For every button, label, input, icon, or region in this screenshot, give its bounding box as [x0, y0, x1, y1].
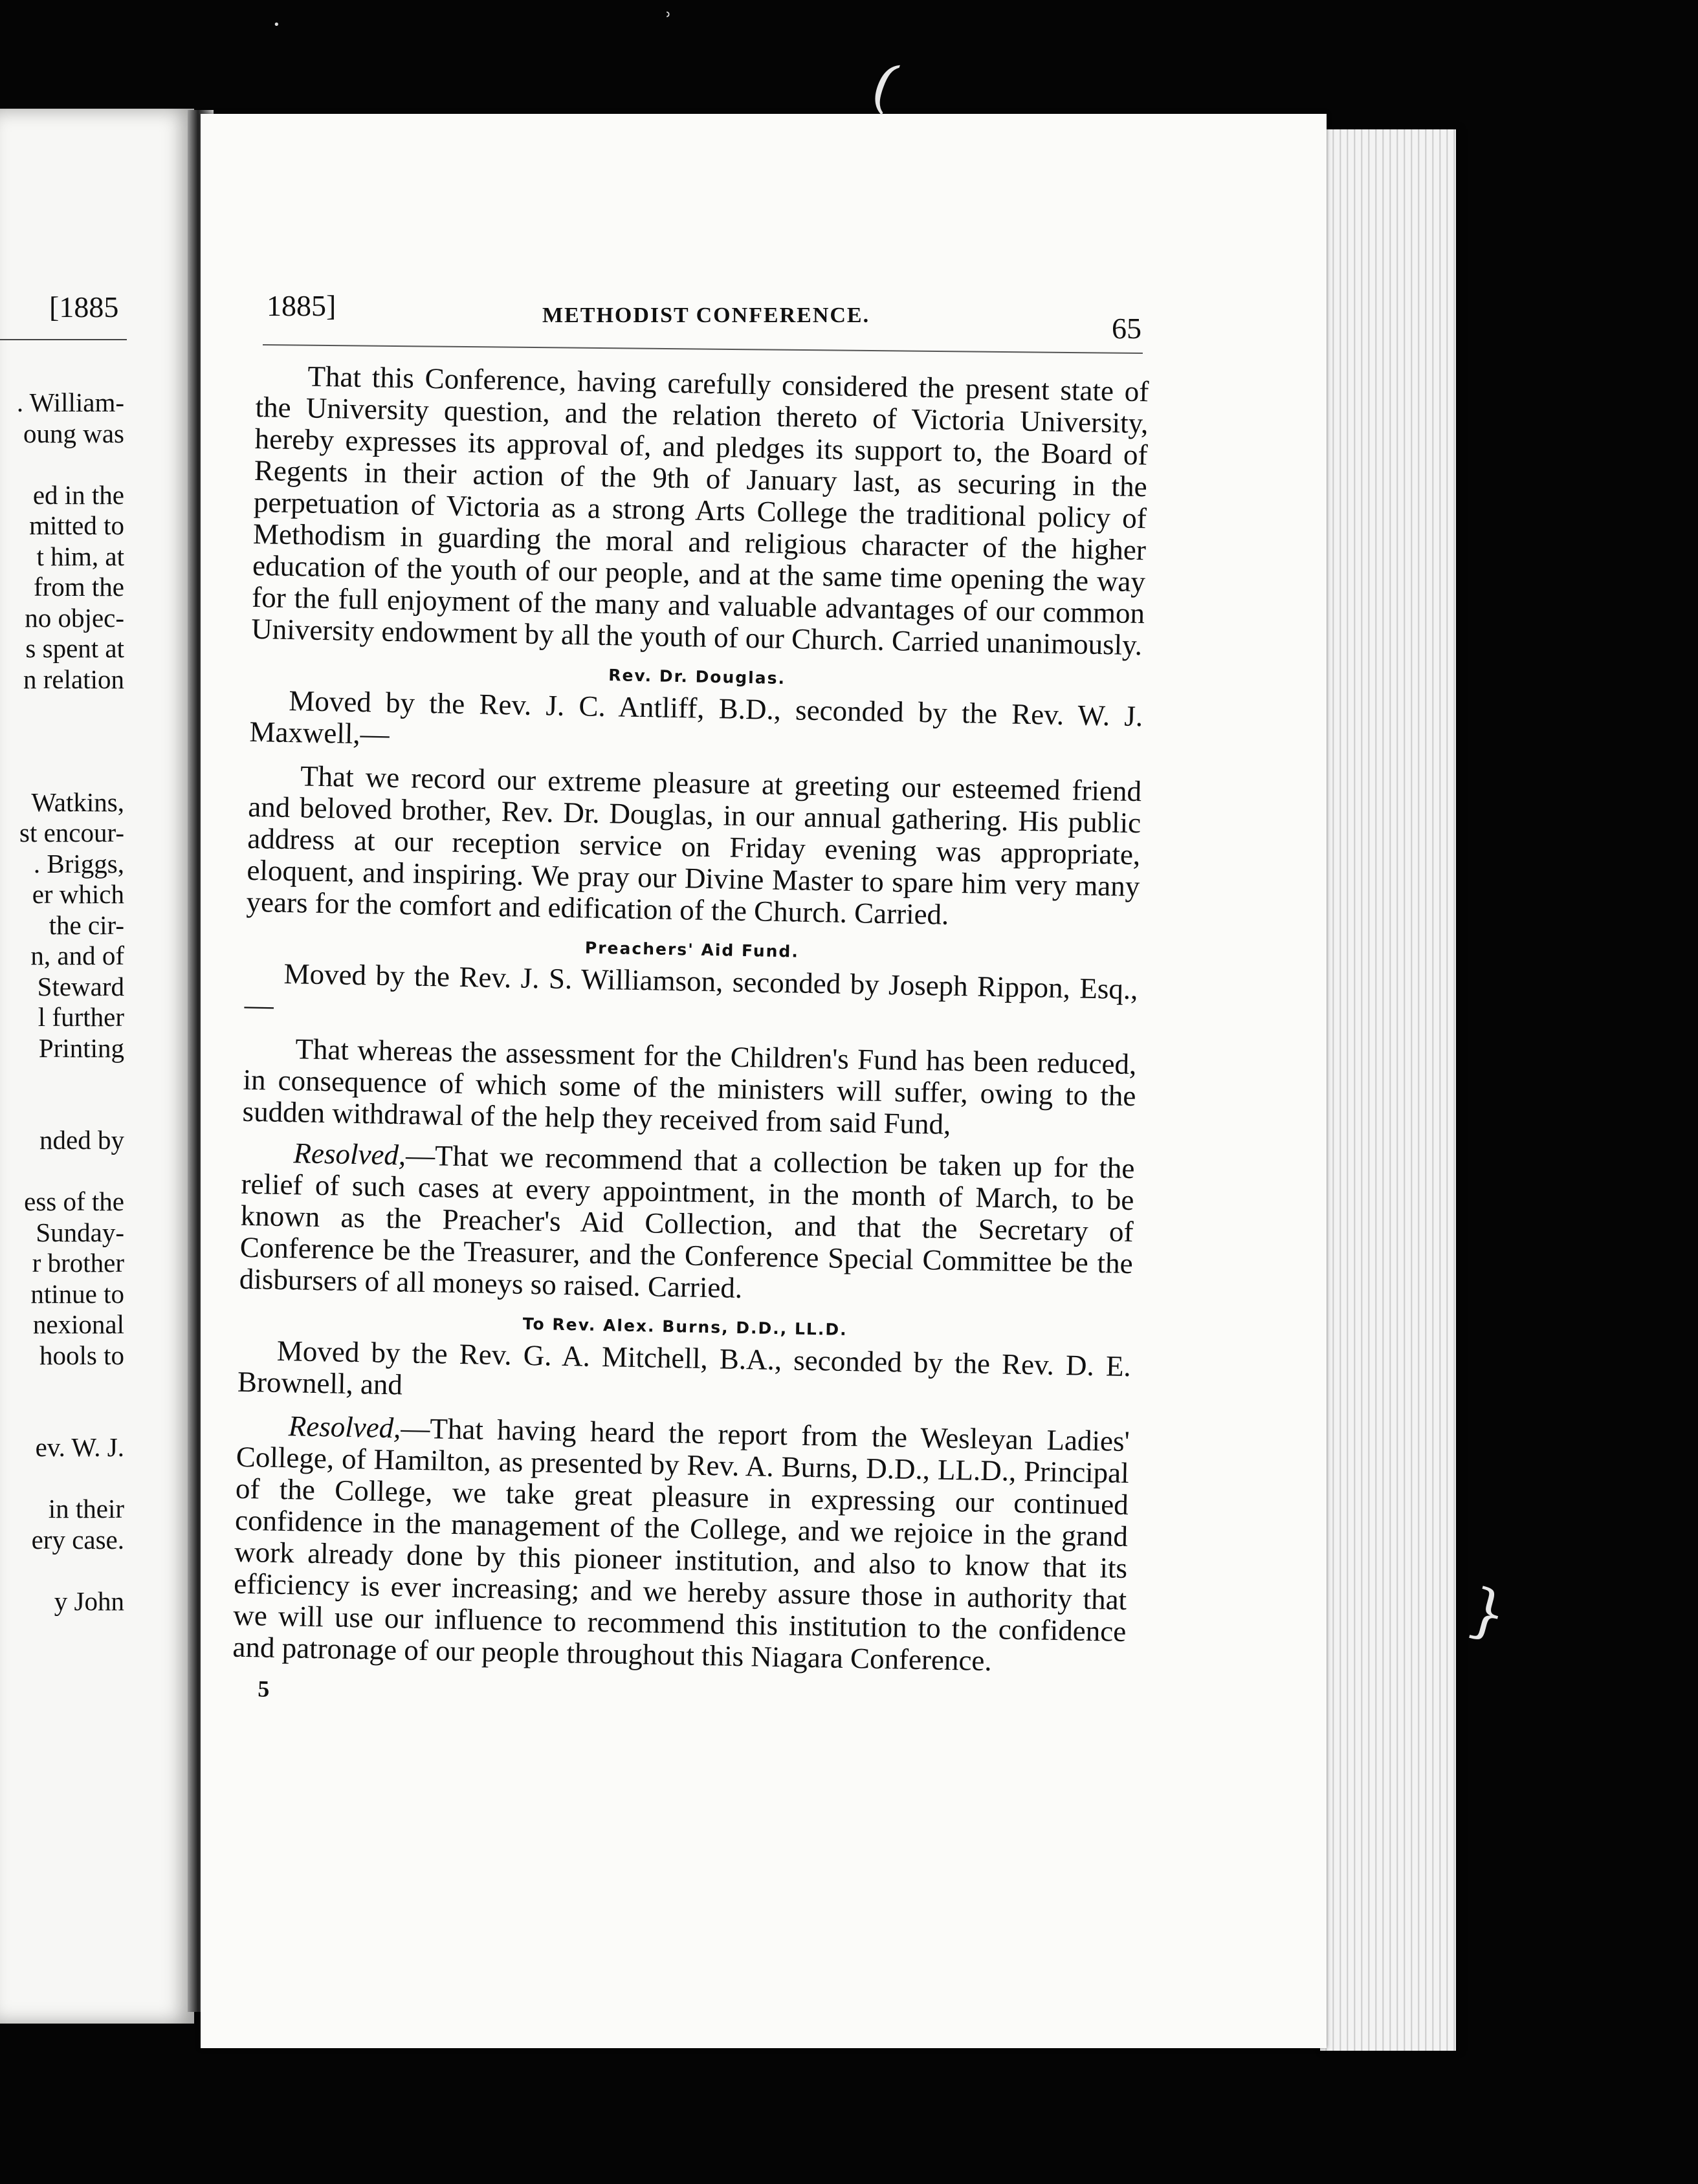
previous-page-line: Steward — [37, 971, 124, 1001]
body-text — [232, 360, 1149, 1718]
previous-page-line: ess of the — [24, 1186, 124, 1216]
previous-page-line: Watkins, — [31, 787, 124, 817]
previous-page-line: . Briggs, — [33, 848, 124, 879]
preamble-text: That whereas the assessment for the Children's Fund has been reduced, in consequence of which some of the ministers will suffer, owing to the sudden withdrawal of the help they received from said Fund, — [242, 1032, 1137, 1141]
page-65 — [201, 114, 1327, 2048]
previous-page-line: r brother — [32, 1248, 124, 1278]
previous-page-line: st encour- — [19, 818, 124, 847]
previous-page-line: l further — [38, 1002, 124, 1032]
resolved-paragraph — [232, 1410, 1130, 1679]
resolved-label: Resolved, — [293, 1137, 406, 1172]
motion-text: Moved by the Rev. J. C. Antliff, B.D., seconded by the Rev. W. J. Maxwell,— — [249, 684, 1143, 750]
previous-page-line: y John — [54, 1586, 124, 1616]
section-heading: To Rev. Alex. Burns, D.D., LL.D. — [522, 1314, 848, 1339]
header-rule — [263, 344, 1143, 354]
section-douglas — [246, 659, 1143, 934]
scan-artifact-mark: } — [1461, 1575, 1514, 1650]
previous-page-line: no objec- — [25, 602, 124, 633]
resolved-text: —That having heard the report from the Wesleyan Ladies' College, of Hamilton, as presented by Rev. A. Burns, D.D., LL.D., Principal of the College, we take great pleasure in expressing our continued confidence in the management of the College, and we rejoice in the grand work already done by this pioneer institution, and also to know that its efficiency is ever increasing; and we hereby assure those in authority that we will use our influence to recommend this institution to the confidence and patronage of our people throughout this Niagara Conference. — [232, 1412, 1130, 1677]
running-head — [201, 114, 1327, 360]
previous-page-line: Printing — [38, 1032, 124, 1063]
previous-page-fragment — [0, 109, 194, 2024]
scan-artifact-mark: ( — [863, 50, 908, 122]
previous-page-line: ed in the — [32, 479, 124, 510]
previous-page-line: s spent at — [25, 633, 124, 663]
motion-text: Moved by the Rev. G. A. Mitchell, B.A., seconded by the Rev. D. E. Brownell, and — [237, 1334, 1132, 1401]
previous-page-line: hools to — [39, 1340, 124, 1370]
signature-mark: 5 — [257, 1676, 270, 1702]
previous-page-line: in their — [48, 1494, 124, 1523]
previous-page-line: nexional — [32, 1309, 124, 1339]
previous-page-line: er which — [32, 879, 124, 909]
previous-page-line: t him, at — [36, 541, 124, 571]
resolved-text: —That we recommend that a collection be taken up for the relief of such cases at every appointment, in the month of March, to be known as the Preacher's Aid Collection, and that the Secretary of Conference be the Treasurer, and the Conference Special Committee be the disbursers of all moneys so raised. Carried. — [239, 1139, 1135, 1305]
opening-resolution: That this Conference, having carefully considered the present state of the University question, and the relation thereto of Victoria University, hereby expresses its approval of, and pledges its support to, the Board of Regents in their action of the 9th of January last, as securing in the perpetuation of Victoria as a strong Arts College the traditional policy of Methodism in guarding the moral and religious character of the higher education of the youth of our people, and at the same time opening the way for the full enjoyment of the many and valuable advantages of our common University endowment by all the youth of our Church. Carried unanimously. — [250, 360, 1149, 662]
running-head-year: 1885] — [267, 289, 336, 322]
previous-page-line: nded by — [39, 1125, 124, 1155]
previous-page-rule — [0, 339, 127, 340]
previous-page-line: from the — [33, 572, 124, 602]
previous-page-line: ev. W. J. — [35, 1432, 124, 1462]
resolution-text: That we record our extreme pleasure at greeting our esteemed friend and beloved brother, Rev. Dr. Douglas, in our annual gathering. His public address at our reception service on Friday evening was appropriate, eloquent, and inspiring. We pray our Divine Master to spare him very many years for the comfort and edification of the Church. Carried. — [246, 759, 1142, 931]
previous-page-line: . William- — [16, 388, 124, 417]
resolved-paragraph — [239, 1137, 1135, 1311]
section-preachers-aid — [239, 932, 1139, 1311]
page-stack-edges — [1320, 129, 1456, 2051]
section-heading: Preachers' Aid Fund. — [584, 938, 800, 961]
motion-text: Moved by the Rev. J. S. Williamson, seconded by Joseph Rippon, Esq.,— — [244, 957, 1138, 1021]
resolved-label: Resolved, — [288, 1410, 401, 1445]
page-number: 65 — [1112, 312, 1141, 345]
scan-artifact-mark: ʾ — [663, 7, 673, 39]
previous-page-line: ntinue to — [30, 1278, 124, 1309]
section-burns — [232, 1309, 1132, 1679]
previous-page-line: ery case. — [31, 1524, 124, 1555]
section-heading: Rev. Dr. Douglas. — [608, 666, 786, 688]
previous-page-line: mitted to — [29, 510, 124, 540]
previous-page-line: n, and of — [30, 941, 124, 970]
running-head-title: METHODIST CONFERENCE. — [542, 303, 870, 327]
previous-page-line: the cir- — [49, 910, 124, 940]
previous-page-line: n relation — [23, 664, 124, 694]
previous-page-line: Sunday- — [36, 1217, 124, 1247]
scan-artifact-mark: · — [272, 8, 281, 40]
previous-page-line: oung was — [23, 418, 124, 448]
previous-page-header: [1885 — [49, 290, 119, 323]
